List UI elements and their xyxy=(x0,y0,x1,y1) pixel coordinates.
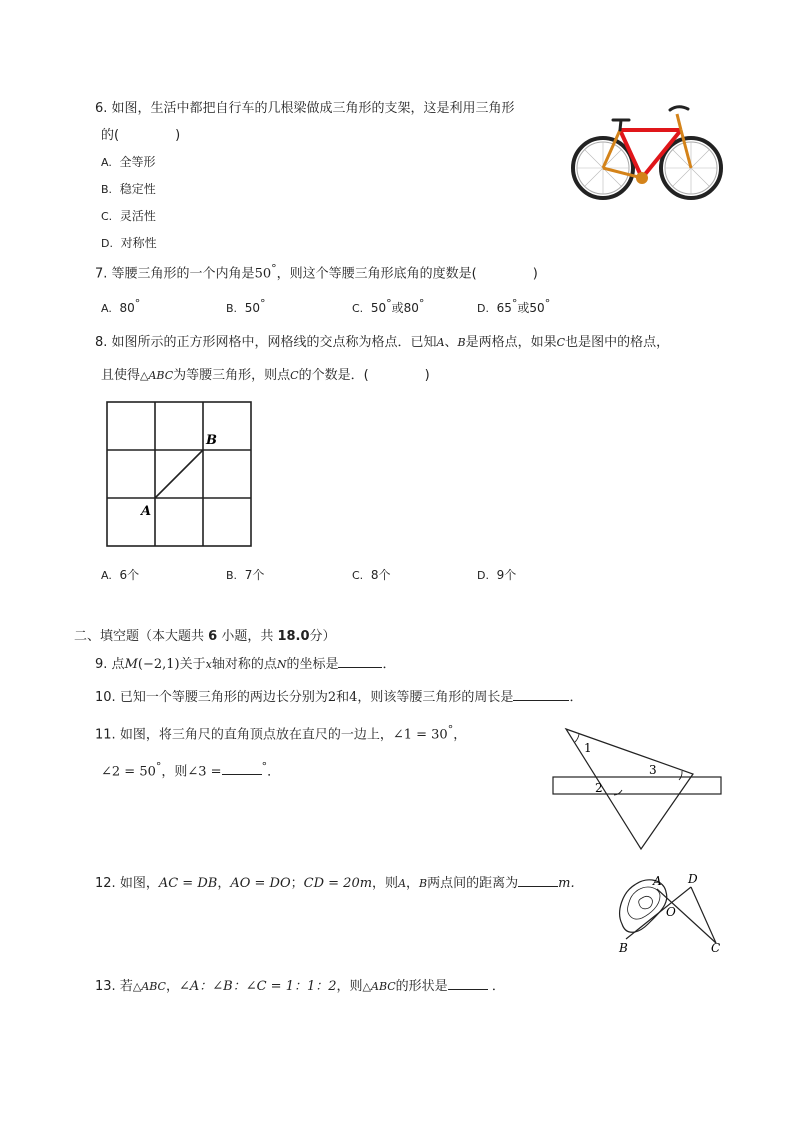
q8-text-4: 且使得 xyxy=(101,368,141,383)
q7-deg: ° xyxy=(271,262,277,275)
pond-label-c: C xyxy=(711,941,721,955)
q11-deg-3: ° xyxy=(261,760,268,773)
option-value-2: 80 xyxy=(403,301,419,315)
q12-eq-1: AC = DB xyxy=(158,876,218,891)
option-letter: D. xyxy=(477,302,489,315)
q7-text-b: ，则这个等腰三角形底角的度数是( xyxy=(276,266,477,282)
option-letter: B. xyxy=(226,302,238,315)
q8-option-b[interactable] xyxy=(226,566,264,583)
q9-stem xyxy=(95,653,396,672)
q12-point-a: A xyxy=(398,877,407,890)
option-deg: ° xyxy=(259,297,266,310)
option-value: 80 xyxy=(119,301,135,315)
q10-end: ． xyxy=(569,690,583,705)
q13-triangle-symbol-2: △ xyxy=(362,980,372,993)
chainring xyxy=(636,172,648,184)
option-unit: 个 xyxy=(252,568,265,582)
q8-text-3: 也是图中的格点， xyxy=(565,335,670,350)
q9-text-1: 点 xyxy=(111,657,125,672)
ruler-triangle-figure xyxy=(548,722,728,854)
q12-sep-2: ； xyxy=(290,876,304,891)
section-title-c: 分） xyxy=(309,629,336,644)
q7-number: 7. xyxy=(95,266,108,282)
option-unit: 个 xyxy=(127,568,140,582)
q7-option-b[interactable] xyxy=(226,297,265,315)
q13-end: ． xyxy=(491,979,505,994)
option-letter: C. xyxy=(352,302,364,315)
q9-number: 9. xyxy=(95,657,108,672)
q10-text-3: ，则该等腰三角形的周长是 xyxy=(357,690,514,705)
option-value: 8 xyxy=(370,568,379,582)
q10-stem xyxy=(95,686,582,705)
q8-abc: ABC xyxy=(148,369,174,382)
q9-text-3: 轴对称的点 xyxy=(211,657,277,672)
option-unit: 个 xyxy=(504,568,517,582)
option-text: 稳定性 xyxy=(119,182,156,196)
q10-number: 10. xyxy=(95,690,116,705)
q8-text-5: 为等腰三角形，则点 xyxy=(173,368,291,383)
option-value: 50 xyxy=(370,301,387,315)
option-value: 7 xyxy=(244,568,253,582)
q7-option-a[interactable] xyxy=(101,297,140,315)
option-deg-2: ° xyxy=(544,297,551,310)
q11-end: ． xyxy=(267,764,281,780)
q11-answer-blank[interactable] xyxy=(222,762,262,775)
q9-point-m: M xyxy=(124,657,138,672)
q13-ratio: ∠A：∠B：∠C = 1：1：2 xyxy=(178,979,337,994)
q8-number: 8. xyxy=(95,335,108,350)
pond-label-o: O xyxy=(666,905,676,919)
q12-sep-1: ， xyxy=(217,876,231,891)
q11-text-2: ，则 xyxy=(161,764,188,780)
q8-point-b: B xyxy=(457,336,466,349)
q13-text-1: 若 xyxy=(119,979,133,994)
q12-text-1: 如图， xyxy=(119,876,159,891)
q9-text-4: 的坐标是 xyxy=(286,657,339,672)
option-letter: A. xyxy=(101,156,112,169)
section-title-b: 小题，共 xyxy=(217,629,278,644)
q12-eq-3: CD = 20m xyxy=(303,876,373,891)
q11-stem-line2 xyxy=(101,760,280,779)
option-or: 或 xyxy=(517,301,530,315)
angle-label-2: 2 xyxy=(595,781,603,795)
option-deg-2: ° xyxy=(418,297,425,310)
q10-side-b: 4 xyxy=(349,690,358,705)
q7-option-d[interactable] xyxy=(477,297,550,316)
q8-option-d[interactable] xyxy=(477,566,516,583)
ruler xyxy=(553,777,721,794)
option-text: 灵活性 xyxy=(119,209,156,223)
q10-side-a: 2 xyxy=(327,690,337,705)
option-text: 全等形 xyxy=(119,155,156,169)
q13-abc: ABC xyxy=(141,980,166,993)
q12-sep-3: ， xyxy=(406,876,420,891)
q11-angle-2: ∠2 = 50 xyxy=(101,764,156,780)
q13-text-2: ，则 xyxy=(336,979,363,994)
q12-text-2: ，则 xyxy=(372,876,399,891)
option-value: 9 xyxy=(496,568,505,582)
q9-coord: (−2,1) xyxy=(137,657,180,672)
section-title-a: 二、填空题（本大题共 xyxy=(74,629,209,644)
option-letter: D. xyxy=(101,237,113,250)
q6-number: 6. xyxy=(95,101,108,116)
grid-label-b: B xyxy=(206,433,217,448)
q11-angle-1: ∠1 = 30 xyxy=(392,727,448,743)
option-value: 50 xyxy=(244,301,260,315)
q12-stem xyxy=(95,872,575,891)
q7-text-a: 等腰三角形的一个内角是 xyxy=(111,266,255,282)
q12-eq-2: AO = DO xyxy=(230,876,291,891)
q11-comma: ， xyxy=(453,727,467,743)
q8-option-a[interactable] xyxy=(101,566,139,583)
q8-stem-line2 xyxy=(101,364,430,383)
option-value-2: 50 xyxy=(529,301,545,315)
q13-answer-blank[interactable] xyxy=(448,977,488,990)
q10-answer-blank[interactable] xyxy=(513,688,569,701)
grid-label-a: A xyxy=(141,504,152,519)
q8-stem xyxy=(95,331,669,350)
q8-text-2: 是两格点，如果 xyxy=(465,335,557,350)
q8-sep: 、 xyxy=(444,335,458,350)
q12-unit: m. xyxy=(558,876,575,891)
q8-close: ) xyxy=(424,368,430,383)
q9-text-2: 关于 xyxy=(179,657,206,672)
q8-point-a: A xyxy=(436,336,445,349)
q6-text: 如图，生活中都把自行车的几根梁做成三角形的支架，这是利用三角形 xyxy=(111,101,515,116)
q6-stem-line2 xyxy=(101,124,180,143)
pond-label-a: A xyxy=(653,874,662,888)
option-letter: C. xyxy=(101,210,113,223)
q12-number: 12. xyxy=(95,876,116,891)
section-2-heading xyxy=(74,625,336,644)
option-unit: 个 xyxy=(378,568,391,582)
q6-stem xyxy=(95,97,515,116)
pond-label-b: B xyxy=(619,941,628,955)
q6-option-d[interactable] xyxy=(101,234,157,251)
q9-end: ． xyxy=(382,657,396,672)
pond-label-d: D xyxy=(688,872,698,886)
q11-number: 11. xyxy=(95,727,116,743)
q8-point-c: C xyxy=(556,336,566,349)
angle-label-1: 1 xyxy=(584,741,592,755)
q10-text-1: 已知一个等腰三角形的两边长分别为 xyxy=(119,690,328,705)
q11-angle-3: ∠3 = xyxy=(187,764,222,780)
q10-text-2: 和 xyxy=(336,690,350,705)
q7-option-c[interactable] xyxy=(352,297,424,316)
q13-triangle-symbol: △ xyxy=(132,980,142,993)
q8-point-c-2: C xyxy=(290,369,299,382)
pond-figure xyxy=(608,870,728,960)
segment-ab xyxy=(155,450,203,498)
option-deg: ° xyxy=(134,297,141,310)
option-text: 对称性 xyxy=(120,236,157,250)
option-deg: ° xyxy=(386,297,392,310)
q11-deg-2: ° xyxy=(155,760,162,773)
pond-core xyxy=(639,896,653,908)
q11-text-1: 如图，将三角尺的直角顶点放在直尺的一边上， xyxy=(119,727,393,743)
option-letter: D. xyxy=(477,569,489,582)
bicycle-figure xyxy=(570,100,725,205)
q6-option-a[interactable] xyxy=(101,153,155,170)
grid-figure xyxy=(100,395,260,555)
spokes xyxy=(577,142,717,194)
q8-triangle-symbol: △ xyxy=(140,369,149,382)
q12-point-b: B xyxy=(419,877,428,890)
q8-option-c[interactable] xyxy=(352,566,390,583)
q13-number: 13. xyxy=(95,979,116,994)
section-score: 18.0 xyxy=(277,629,310,644)
option-letter: B. xyxy=(101,183,113,196)
angle-label-3: 3 xyxy=(649,763,657,777)
pond-inner xyxy=(628,887,660,919)
option-value: 65 xyxy=(496,301,512,315)
q9-point-n: N xyxy=(276,658,287,671)
q9-axis-x: x xyxy=(205,658,212,671)
option-value: 6 xyxy=(119,568,128,582)
q13-stem xyxy=(95,975,505,994)
option-letter: C. xyxy=(352,569,364,582)
q13-abc-2: ABC xyxy=(371,980,396,993)
q13-text-3: 的形状是 xyxy=(395,979,448,994)
q7-angle: 50 xyxy=(254,266,272,282)
option-letter: A. xyxy=(101,569,112,582)
q9-answer-blank[interactable] xyxy=(338,655,382,668)
q11-deg-1: ° xyxy=(447,723,454,736)
option-deg: ° xyxy=(511,297,518,310)
section-count: 6 xyxy=(208,629,218,644)
q7-close: ) xyxy=(532,266,538,282)
q7-stem xyxy=(95,262,538,281)
option-letter: B. xyxy=(226,569,238,582)
q8-text-1: 如图所示的正方形网格中，网格线的交点称为格点．已知 xyxy=(111,335,437,350)
q8-text-6: 的个数是．( xyxy=(298,368,369,383)
q6-close: ) xyxy=(175,128,181,143)
q12-answer-blank[interactable] xyxy=(518,874,558,887)
option-letter: A. xyxy=(101,302,112,315)
q6-text2: 的( xyxy=(101,128,120,143)
q11-stem xyxy=(95,723,466,742)
q12-text-3: 两点间的距离为 xyxy=(427,876,519,891)
q13-sep: ， xyxy=(165,979,179,994)
option-or: 或 xyxy=(391,301,404,315)
q6-option-b[interactable] xyxy=(101,180,156,197)
q6-option-c[interactable] xyxy=(101,207,156,224)
